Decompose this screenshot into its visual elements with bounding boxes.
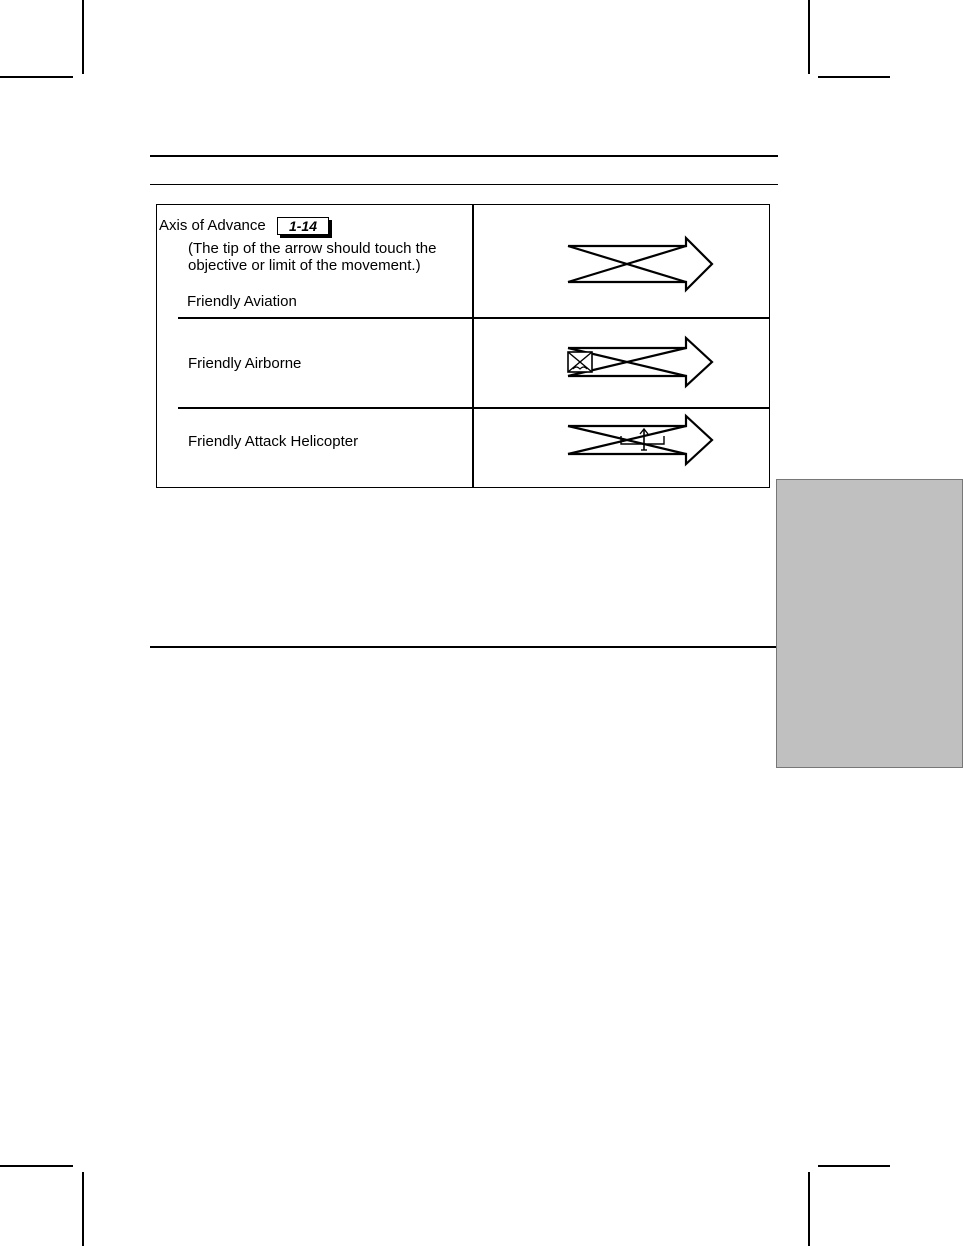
crop-mark-bottom-right-vertical (808, 1172, 810, 1246)
crop-mark-top-left-vertical (82, 0, 84, 74)
airborne-axis-arrow-icon (560, 334, 720, 394)
row-label-friendly-attack-helicopter: Friendly Attack Helicopter (188, 433, 359, 450)
crop-mark-bottom-left-vertical (82, 1172, 84, 1246)
table-note-line-2: objective or limit of the movement.) (188, 257, 421, 274)
table-note-line-1: (The tip of the arrow should touch the (188, 240, 437, 257)
chapter-thumb-tab (776, 479, 963, 768)
crop-mark-bottom-left-horizontal (0, 1165, 73, 1167)
table-column-divider (472, 205, 474, 487)
row-label-friendly-airborne: Friendly Airborne (188, 355, 302, 372)
table-heading: Axis of Advance (159, 217, 266, 234)
table-row-divider (178, 317, 769, 319)
row-label-friendly-aviation: Friendly Aviation (187, 293, 297, 310)
axis-of-advance-arrow-icon (560, 234, 720, 298)
crop-mark-top-right-horizontal (818, 76, 890, 78)
table-row-divider (178, 407, 769, 409)
section-divider-rule (150, 646, 778, 648)
crop-mark-bottom-right-horizontal (818, 1165, 890, 1167)
attack-helicopter-axis-arrow-icon (560, 412, 720, 472)
crop-mark-top-left-horizontal (0, 76, 73, 78)
crop-mark-top-right-vertical (808, 0, 810, 74)
header-rule (150, 155, 778, 157)
header-subrule (150, 184, 778, 185)
reference-badge: 1-14 (277, 217, 329, 235)
